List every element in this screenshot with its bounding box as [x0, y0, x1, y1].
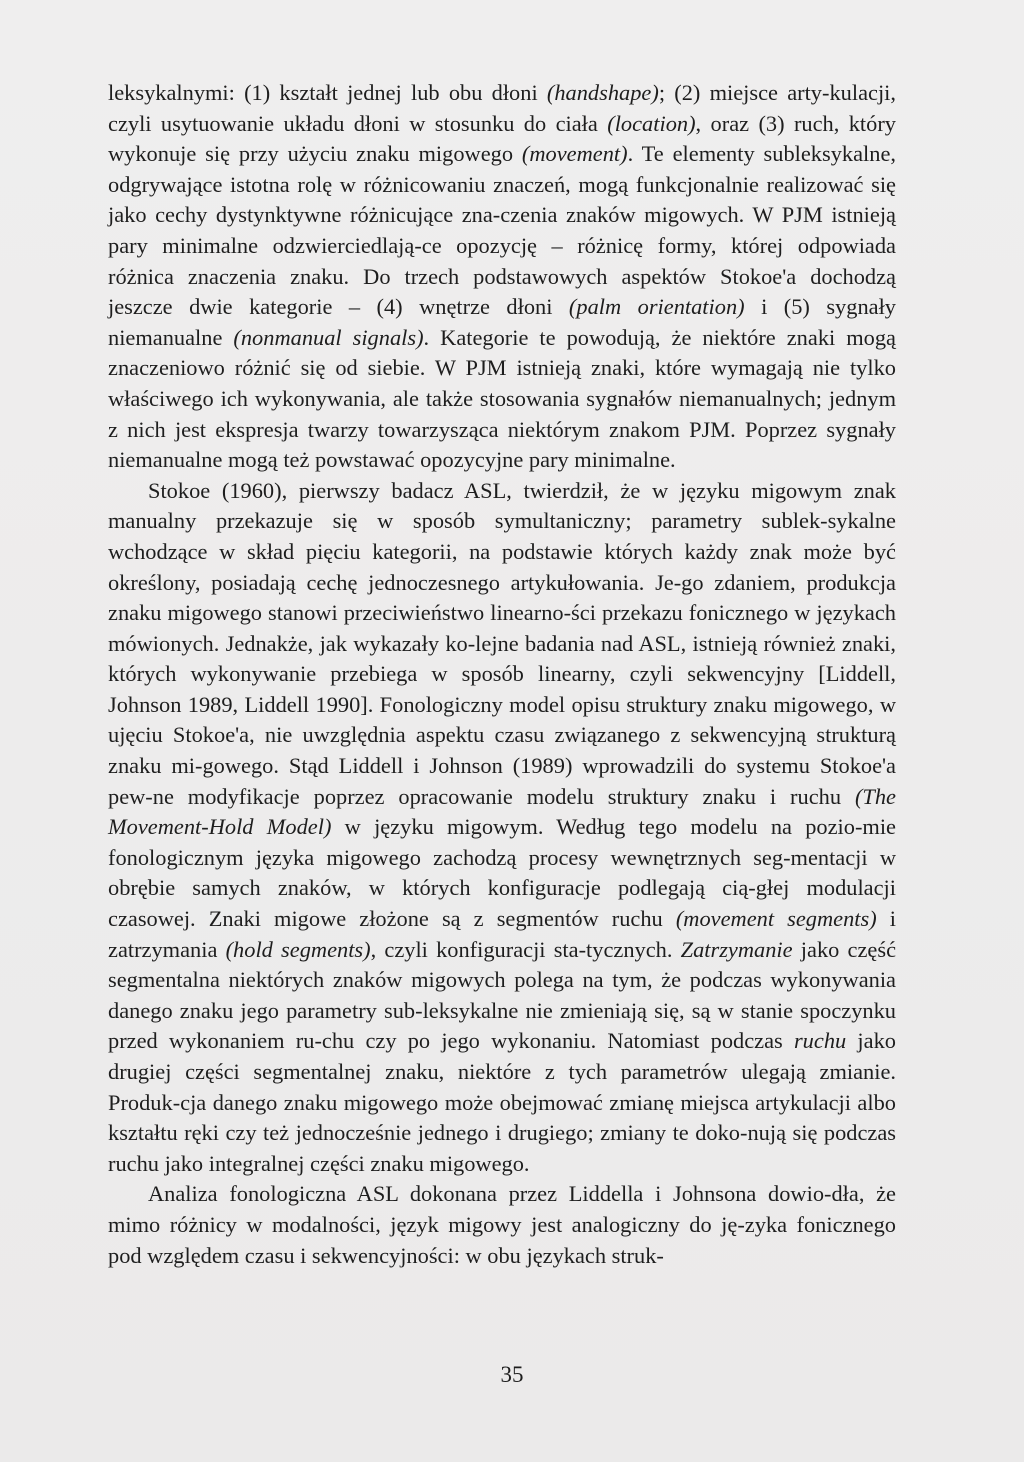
page-number: 35	[500, 1362, 524, 1387]
italic-term: (location)	[607, 110, 696, 136]
italic-term: (hold segments)	[225, 936, 371, 962]
text-run: i zatrzymania	[108, 906, 896, 962]
text-run: , czyli konfiguracji sta-tycznych.	[370, 936, 681, 962]
text-run: . Kategorie te powodują, że niektóre znaki mogą znaczeniowo różnić się od siebie. W PJM istnieją znaki, które wymagają nie tylko właściwego ich wykonywania, ale także stosowania sygnałów niemanualnych; jednym z nich jest ekspresja twarzy towarzysząca niektórym znakom PJM. Poprzez sygnały niemanualne mogą też powstawać opozycyjne pary minimalne.	[108, 324, 896, 473]
text-run: jako część segmentalna niektórych znaków migowych polega na tym, że podczas wykonywania danego znaku jego parametry sub-leksykalne nie zmieniają się, są w stanie spoczynku przed wykonaniem ru-chu czy po jego wykonaniu. Natomiast podczas	[108, 936, 897, 1054]
italic-term: (The Movement-Hold Model)	[108, 783, 896, 840]
text-run: ; (2) miejsce arty-kulacji, czyli usytuowanie układu dłoni w stosunku do ciała	[108, 80, 896, 136]
text-run: jako drugiej części segmentalnej znaku, niektóre z tych parametrów ulegają zmianie. Produk-cja danego znaku migowego może obejmować zmianę miejsca artykulacji albo kształtu ręki czy też jednocześnie jednego i drugiego; zmiany te doko-nują się podczas ruchu jako integralnej części znaku migowego.	[108, 1028, 896, 1176]
italic-term: (movement)	[521, 141, 628, 167]
text-run: Analiza fonologiczna ASL dokonana przez Liddella i Johnsona dowio-dła, że mimo różnicy w modalności, język migowy jest analogiczny do ję-zyka fonicznego pod względem czasu i sekwencyjności: w obu językach struk-	[108, 1181, 896, 1268]
text-run: . Te elementy subleksykalne, odgrywające istotna rolę w różnicowaniu znaczeń, mogą funkcjonalnie realizować się jako cechy dystynktywne różnicujące zna-czenia znaków migowych. W PJM istnieją pary minimalne odzwierciedlają-ce opozycję – różnicę formy, której odpowiada różnica znaczenia znaku. Do trzech podstawowych aspektów Stokoe'a dochodzą jeszcze dwie kategorie – (4) wnętrze dłoni	[108, 141, 896, 320]
text-run: w języku migowym. Według tego modelu na pozio-mie fonologicznym języka migowego zachodzą procesy wewnętrznych seg-mentacji w obrębie samych znaków, w których konfiguracje podlegają cią-głej modulacji czasowej. Znaki migowe złożone są z segmentów ruchu	[108, 814, 896, 932]
text-run: leksykalnymi: (1) kształt jednej lub obu dłoni	[108, 80, 547, 105]
text-run: i (5) sygnały niemanualne	[108, 294, 896, 350]
text-run: , oraz (3) ruch, który wykonuje się przy użyciu znaku migowego	[108, 110, 896, 167]
italic-term: (palm orientation)	[568, 294, 745, 320]
text-run: Stokoe (1960), pierwszy badacz ASL, twierdził, że w języku migowym znak manualny przekazuje się w sposób symultaniczny; parametry sublek-sykalne wchodzące w skład pięciu kategorii, na podstawie których każdy znak może być określony, posiadają cechę jednoczesnego artykułowania. Je-go zdaniem, produkcja znaku migowego stanowi przeciwieństwo linearno-ści przekazu fonicznego w językach mówionych. Jednakże, jak wykazały ko-lejne badania nad ASL, istnieją również znaki, których wykonywanie przebiega w sposób linearny, czyli sekwencyjny [Liddell, Johnson 1989, Liddell 1990]. Fonologiczny model opisu struktury znaku migowego, w ujęciu Stokoe'a, nie uwzględnia aspektu czasu związanego z sekwencyjną strukturą znaku mi-gowego. Stąd Liddell i Johnson (1989) wprowadzili do systemu Stokoe'a pew-ne modyfikacje poprzez opracowanie modelu struktury znaku i ruchu	[108, 477, 896, 809]
italic-term: (handshape)	[546, 80, 659, 105]
paragraph	[108, 476, 896, 1180]
body-text	[108, 78, 896, 1271]
italic-term: ruchu	[793, 1028, 847, 1054]
paragraph	[108, 1179, 896, 1271]
italic-term: Zatrzymanie	[680, 936, 793, 962]
paragraph	[108, 78, 896, 476]
italic-term: (movement segments)	[675, 906, 877, 932]
italic-term: (nonmanual signals)	[233, 324, 424, 350]
